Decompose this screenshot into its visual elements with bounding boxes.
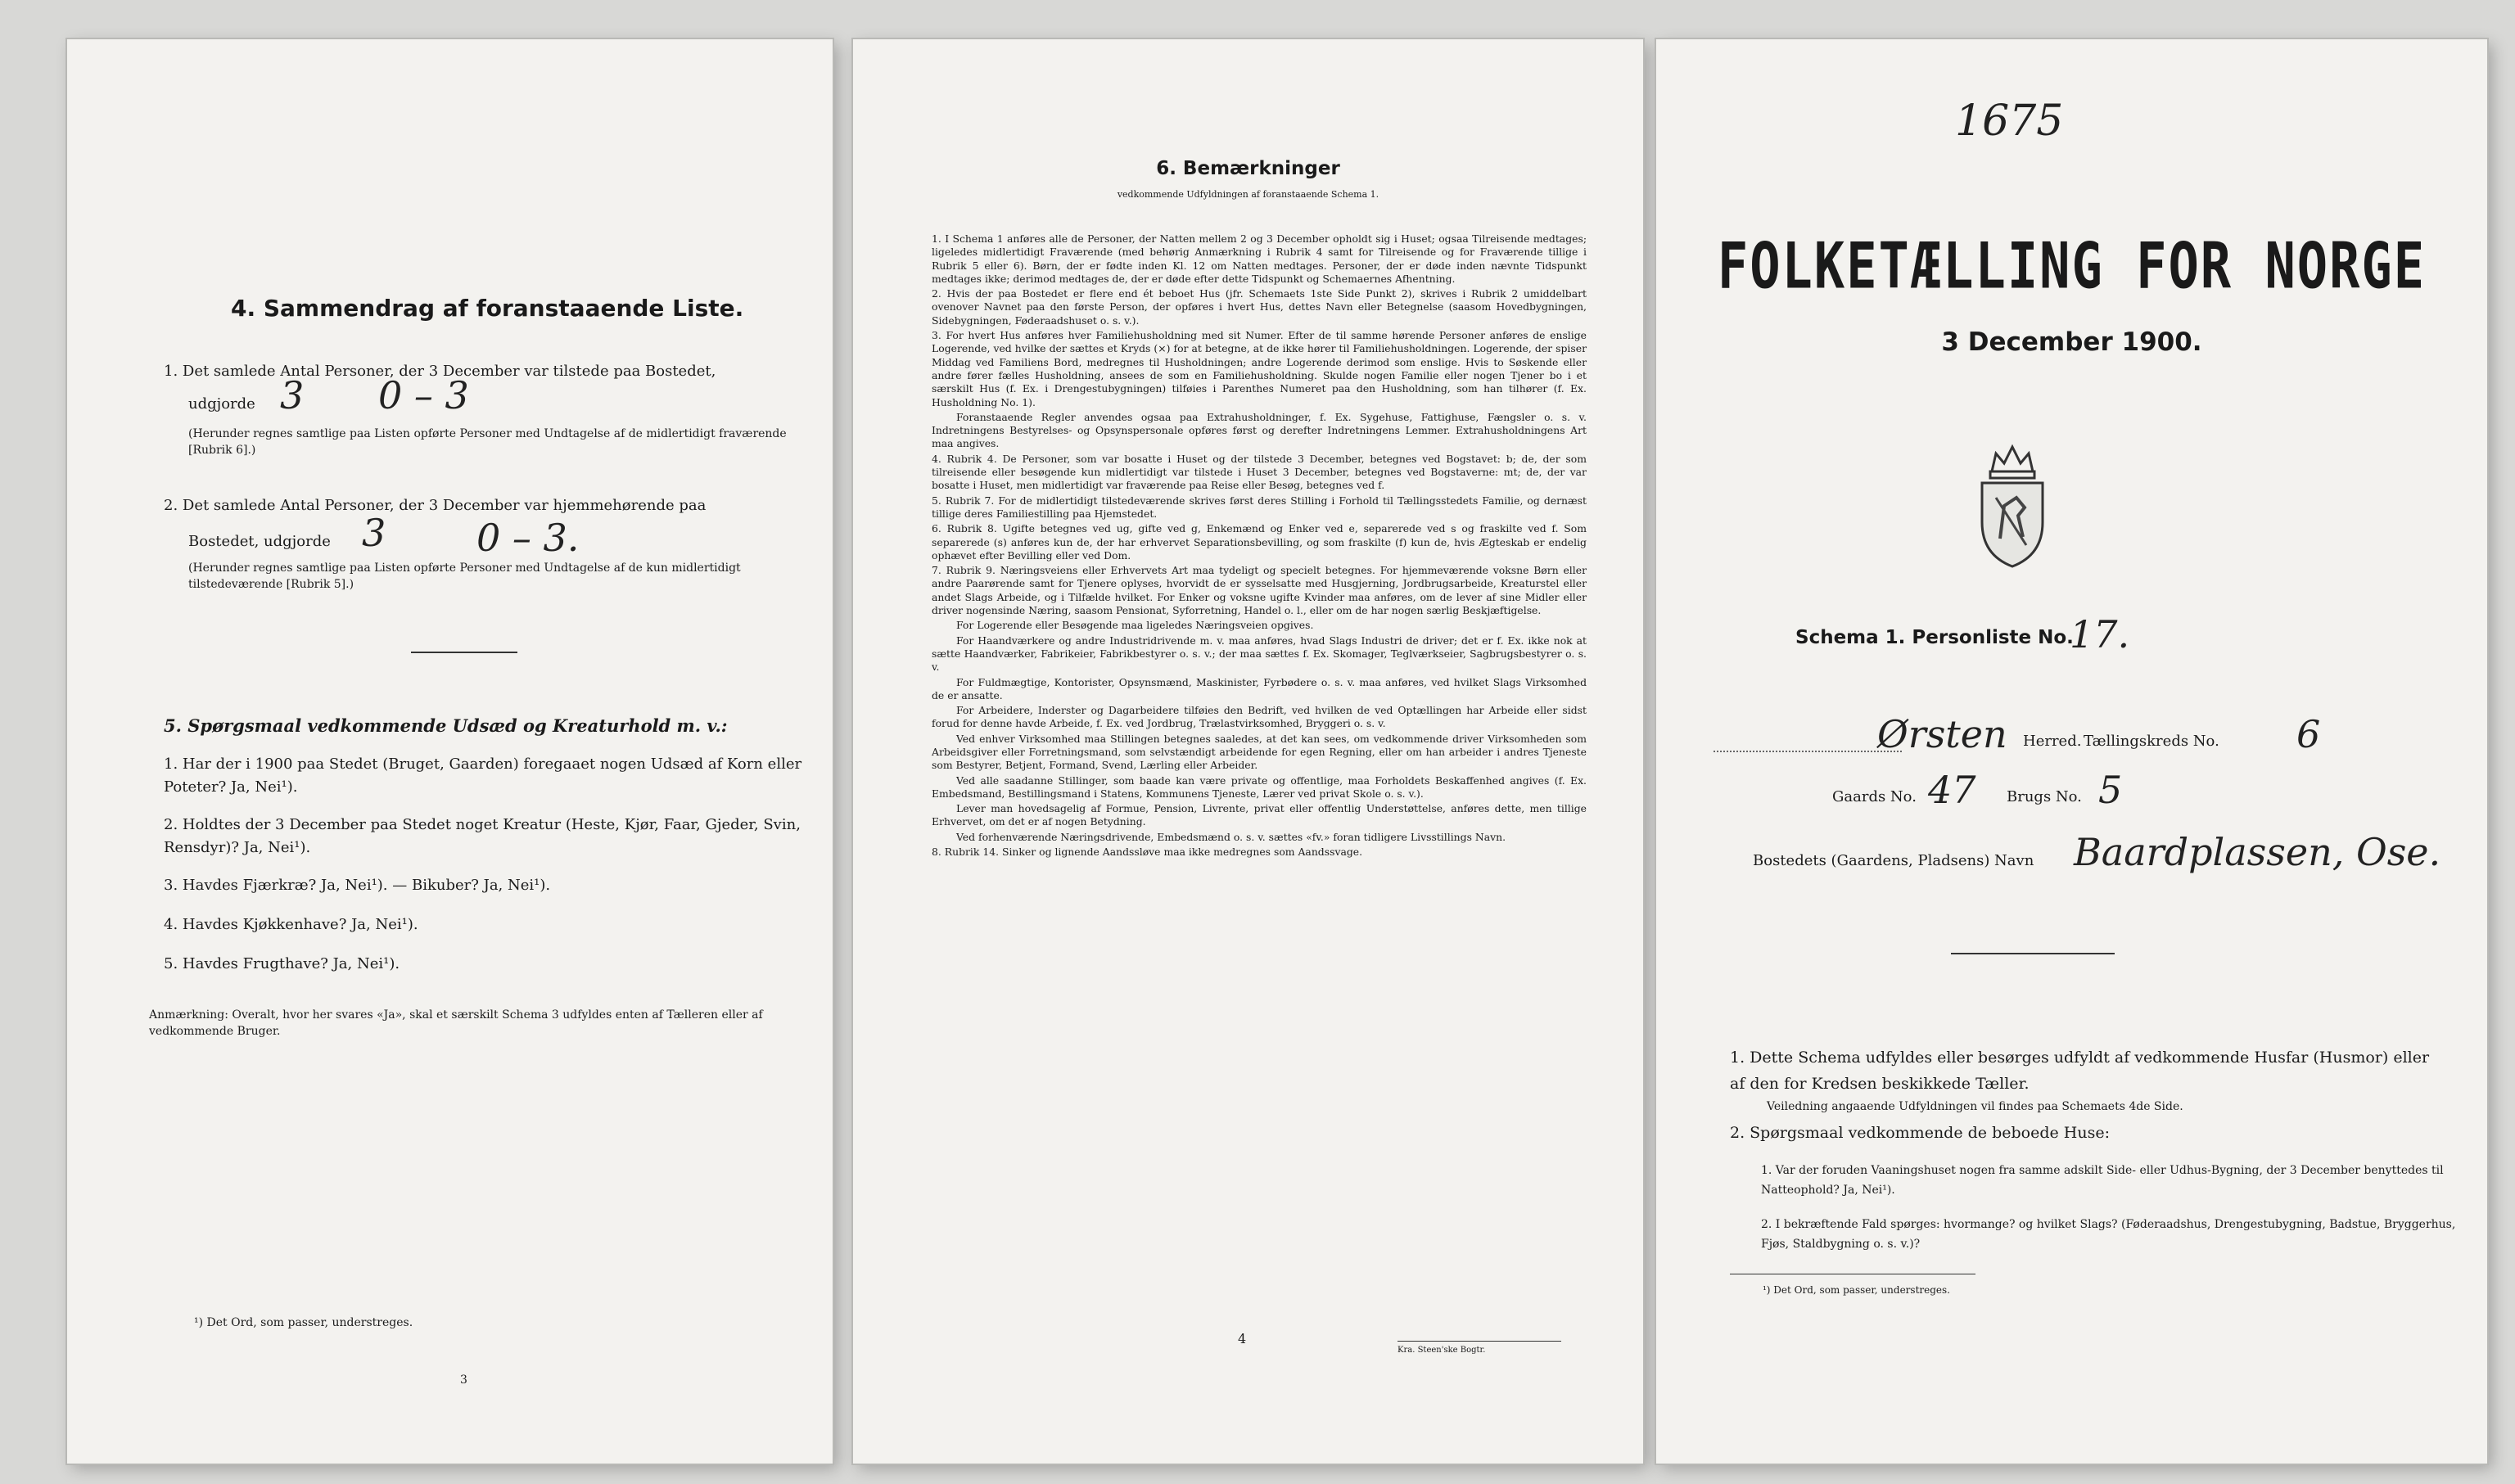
remark-item: 8. Rubrik 14. Sinker og lignende Aandssløve maa ikke medregnes som Aandssvage. xyxy=(932,846,1363,859)
remark-item: Ved alle saadanne Stillinger, som baade kan være private og offentlige, maa Forholdets Beskaffenhed angives (f. Ex. Embedsmand, Bestillingsmand i Statens, Kommunens Tjeneste, Lærer ved privat Skole o. s. v.). xyxy=(932,774,1587,800)
bosted-value: Baardplassen, Ose. xyxy=(2074,830,2441,874)
remark-item: 2. Hvis der paa Bostedet er flere end ét beboet Hus (jfr. Schemaets 1ste Side Punkt 2), skrives i Rubrik 2 umiddelbart ovenover Navnet paa den første Person, der opføres i hvert Hus, dettes Navn eller Betegnelse (saasom Hovedbygningen, Sidebygningen, Føderaadshuset o. s. v.). xyxy=(932,287,1587,327)
summary-item-1-hand-a: 3 xyxy=(280,373,305,417)
bosted-label: Bostedets (Gaardens, Pladsens) Navn xyxy=(1753,852,2034,869)
question-5: 5. Havdes Frugthave? Ja, Nei¹). xyxy=(164,955,400,972)
main-title: FOLKETÆLLING FOR NORGE xyxy=(1717,228,2427,304)
remark-item: For Haandværkere og andre Industridrivende m. v. maa anføres, hvad Slags Industri de driver; det er f. Ex. ikke nok at sætte Haandværker, Fabrikeier, Fabrikbestyrer o. s. v.; der maa sættes f. Ex. Skomager, Teglværkseier, Sagbrugsbestyrer o. s. v. xyxy=(932,634,1587,674)
summary-item-2-label: Bostedet, udgjorde xyxy=(188,533,331,550)
printer-rule xyxy=(1397,1341,1561,1342)
remark-item: 6. Rubrik 8. Ugifte betegnes ved ug, gifte ved g, Enkemænd og Enker ved e, separerede ved s og fraskilte ved f. Som separerede (s) anføres kun de, der har erhvervet Separationsbevilling, og som fraskilte (f) kun de, hvis Ægteskab er endelig ophævet efter Bevilling eller ved Dom. xyxy=(932,522,1587,562)
summary-item-1: 1. Det samlede Antal Personer, der 3 December var tilstede paa Bostedet, xyxy=(164,363,716,380)
coat-of-arms-icon xyxy=(1967,440,2057,571)
question-4: 4. Havdes Kjøkkenhave? Ja, Nei¹). xyxy=(164,916,418,933)
page-1-cover xyxy=(1656,39,2487,1464)
remarks-list xyxy=(932,232,1587,860)
schema-label: Schema 1. Personliste No. xyxy=(1795,627,2074,648)
footnote: ¹) Det Ord, som passer, understreges. xyxy=(1763,1284,1950,1296)
kreds-value: 6 xyxy=(2296,712,2321,756)
brugs-value: 5 xyxy=(2098,768,2123,812)
instruction-1-note: Veiledning angaaende Udfyldningen vil findes paa Schemaets 4de Side. xyxy=(1767,1100,2183,1113)
schema-number: 17. xyxy=(2070,612,2130,656)
question-2: 2. Holdtes der 3 December paa Stedet noget Kreatur (Heste, Kjør, Faar, Gjeder, Svin, Rensdyr)? Ja, Nei¹). xyxy=(164,816,801,856)
divider xyxy=(1951,953,2115,954)
instruction-2-2: 2. I bekræftende Fald spørges: hvormange? og hvilket Slags? (Føderaadshus, Drengestubygning, Badstue, Bryggerhus, Fjøs, Staldbygning o. s. v.)? xyxy=(1761,1218,2456,1251)
census-date: 3 December 1900. xyxy=(1941,327,2202,357)
footnote: ¹) Det Ord, som passer, understreges. xyxy=(194,1316,413,1329)
summary-item-2: 2. Det samlede Antal Personer, der 3 December var hjemmehørende paa xyxy=(164,497,707,514)
summary-item-2-hand-b: 0 – 3. xyxy=(476,516,580,560)
instruction-2-1: 1. Var der foruden Vaaningshuset nogen fra samme adskilt Side- eller Udhus-Bygning, der 3 December benyttedes til Natteophold? Ja, Nei¹). xyxy=(1761,1164,2444,1197)
page-number: 4 xyxy=(1238,1331,1247,1346)
herred-dots xyxy=(1714,750,1902,752)
archive-number: 1675 xyxy=(1955,97,2064,146)
remark-item: For Logerende eller Besøgende maa ligeledes Næringsveien opgives. xyxy=(956,619,1314,632)
page-number: 3 xyxy=(460,1373,467,1387)
question-3: 3. Havdes Fjærkræ? Ja, Nei¹). — Bikuber? Ja, Nei¹). xyxy=(164,877,551,894)
remark-item: Foranstaaende Regler anvendes ogsaa paa Extrahusholdninger, f. Ex. Sygehuse, Fattighuse, Fængsler o. s. v. Indretningens Bestyrelses- og Opsynspersonale opføres først og derefter Indretningens Lemmer. Extrahusholdningens Art maa angives. xyxy=(932,410,1587,450)
remark-item: For Arbeidere, Inderster og Dagarbeidere tilføies den Bedrift, ved hvilken de ved Optællingen har Arbeide eller sidst forud for denne havde Arbeide, f. Ex. ved Jordbrug, Trælastvirksomhed, Bryggeri o. s. v. xyxy=(932,704,1587,730)
printer: Kra. Steen'ske Bogtr. xyxy=(1397,1346,1486,1355)
summary-item-2-hand-a: 3 xyxy=(362,511,386,555)
question-1: 1. Har der i 1900 paa Stedet (Bruget, Gaarden) foregaaet nogen Udsæd af Korn eller Poteter? Ja, Nei¹). xyxy=(164,756,802,796)
herred-value: Ørsten xyxy=(1877,712,2007,756)
remark-item: 7. Rubrik 9. Næringsveiens eller Erhvervets Art maa tydeligt og specielt betegnes. For hjemmeværende voksne Børn eller andre Paarørende samt for Tjenere oplyses, hvorvidt de er sysselsatte med Husgjerning, Jordbrugsarbeide, Kreaturstel eller andet Slags Arbeide, og i Tilfælde hvilket. For Enker og voksne ugifte Kvinder maa anføres, om de lever af sine Midler eller driver nogensinde Næring, saasom Pensionat, Syforretning, Handel o. l., eller om de har nogen særlig Beskjæftigelse. xyxy=(932,564,1587,617)
remark-item: For Fuldmægtige, Kontorister, Opsynsmænd, Maskinister, Fyrbødere o. s. v. maa anføres, ved hvilket Slags Virksomhed de er ansatte. xyxy=(932,675,1587,701)
page-3-summary xyxy=(67,39,833,1464)
kreds-label: Tællingskreds No. xyxy=(2084,733,2219,750)
brugs-label: Brugs No. xyxy=(2007,788,2082,805)
summary-item-1-note: (Herunder regnes samtlige paa Listen opførte Personer med Undtagelse af de midlertidigt fraværende [Rubrik 6].) xyxy=(188,427,787,457)
section4-title: 4. Sammendrag af foranstaaende Liste. xyxy=(231,295,744,322)
section5-title: 5. Spørgsmaal vedkommende Udsæd og Kreaturhold m. v.: xyxy=(164,715,728,736)
remarks-title: 6. Bemærkninger xyxy=(1156,158,1340,179)
remark-item: 5. Rubrik 7. For de midlertidigt tilstedeværende skrives først deres Stilling i Forhold til Tællingsstedets Familie, og dernæst tillige deres Familiestilling paa Hjemstedet. xyxy=(932,494,1587,520)
remark-item: 4. Rubrik 4. De Personer, som var bosatte i Huset og der tilstede 3 December, betegnes ved Bogstavet: b; de, der som tilreisende eller besøgende kun midlertidigt var tilstede i Huset 3 December, betegnes ved Bogstaverne: mt; de, der var bosatte i Huset, men midlertidigt var fraværende paa Reise eller Besøg, betegnes ved f. xyxy=(932,452,1587,492)
remark-item: Ved enhver Virksomhed maa Stillingen betegnes saaledes, at det kan sees, om vedkommende driver Virksomheden som Arbeidsgiver eller Forretningsmand, som selvstændigt arbeidende for egen Regning, eller om han arbeider i andres Tjeneste som Bestyrer, Betjent, Formand, Svend, Lærling eller Arbeider. xyxy=(932,732,1587,772)
instruction-2: 2. Spørgsmaal vedkommende de beboede Huse: xyxy=(1730,1124,2110,1142)
remark-item: Lever man hovedsagelig af Formue, Pension, Livrente, privat eller offentlig Understøttelse, anføres dette, men tillige Erhvervet, om det er af nogen Betydning. xyxy=(932,802,1587,828)
gaards-value: 47 xyxy=(1928,768,1976,812)
remark: Anmærkning: Overalt, hvor her svares «Ja», skal et særskilt Schema 3 udfyldes enten af Tælleren eller af vedkommende Bruger. xyxy=(149,1008,763,1038)
remark-item: 3. For hvert Hus anføres hver Familiehusholdning med sit Numer. Efter de til samme hørende Personer anføres de enslige Logerende, ved hvilke der sættes et Kryds (×) for at betegne, at de ikke hører til Familiehusholdningen. Logerende, der spiser Middag ved Familiens Bord, medregnes til Husholdningen; andre Logerende derimod som enslige. Hvis to Søskende eller andre fører fælles Husholdning, ansees de som en Familiehusholdning. Skulde nogen Familie eller nogen Tjener bo i et særskilt Hus (f. Ex. i Drengestubygningen) tilføies i Parenthes Numeret paa den Husholdning, som han tilhører (f. Ex. Husholdning No. 1). xyxy=(932,329,1587,408)
herred-label: Herred. xyxy=(2023,733,2082,750)
summary-item-1-label: udgjorde xyxy=(188,395,255,413)
remarks-subtitle: vedkommende Udfyldningen af foranstaaende Schema 1. xyxy=(1117,189,1379,200)
summary-item-2-note: (Herunder regnes samtlige paa Listen opførte Personer med Undtagelse af de kun midlertidigt tilstedeværende [Rubrik 5].) xyxy=(188,562,741,591)
divider xyxy=(411,652,517,653)
remark-item: Ved forhenværende Næringsdrivende, Embedsmænd o. s. v. sættes «fv.» foran tidligere Livsstillings Navn. xyxy=(956,830,1506,843)
gaards-label: Gaards No. xyxy=(1832,788,1917,805)
instruction-1: 1. Dette Schema udfyldes eller besørges udfyldt af vedkommende Husfar (Husmor) eller af den for Kredsen beskikkede Tæller. xyxy=(1730,1049,2430,1093)
summary-item-1-hand-b: 0 – 3 xyxy=(378,373,469,417)
remark-item: 1. I Schema 1 anføres alle de Personer, der Natten mellem 2 og 3 December opholdt sig i Huset; ogsaa Tilreisende medtages; ligeledes midlertidigt Fraværende (med behørig Anmærkning i Rubrik 4 samt for Tilreisende og for Fraværende tillige i Rubrik 5 eller 6). Børn, der er fødte inden Kl. 12 om Natten medtages. Personer, der er døde inden nævnte Tidspunkt medtages ikke; derimod medtages de, der er døde efter dette Tidspunkt og Schemaernes Afhentning. xyxy=(932,232,1587,285)
page-4-remarks xyxy=(853,39,1643,1464)
